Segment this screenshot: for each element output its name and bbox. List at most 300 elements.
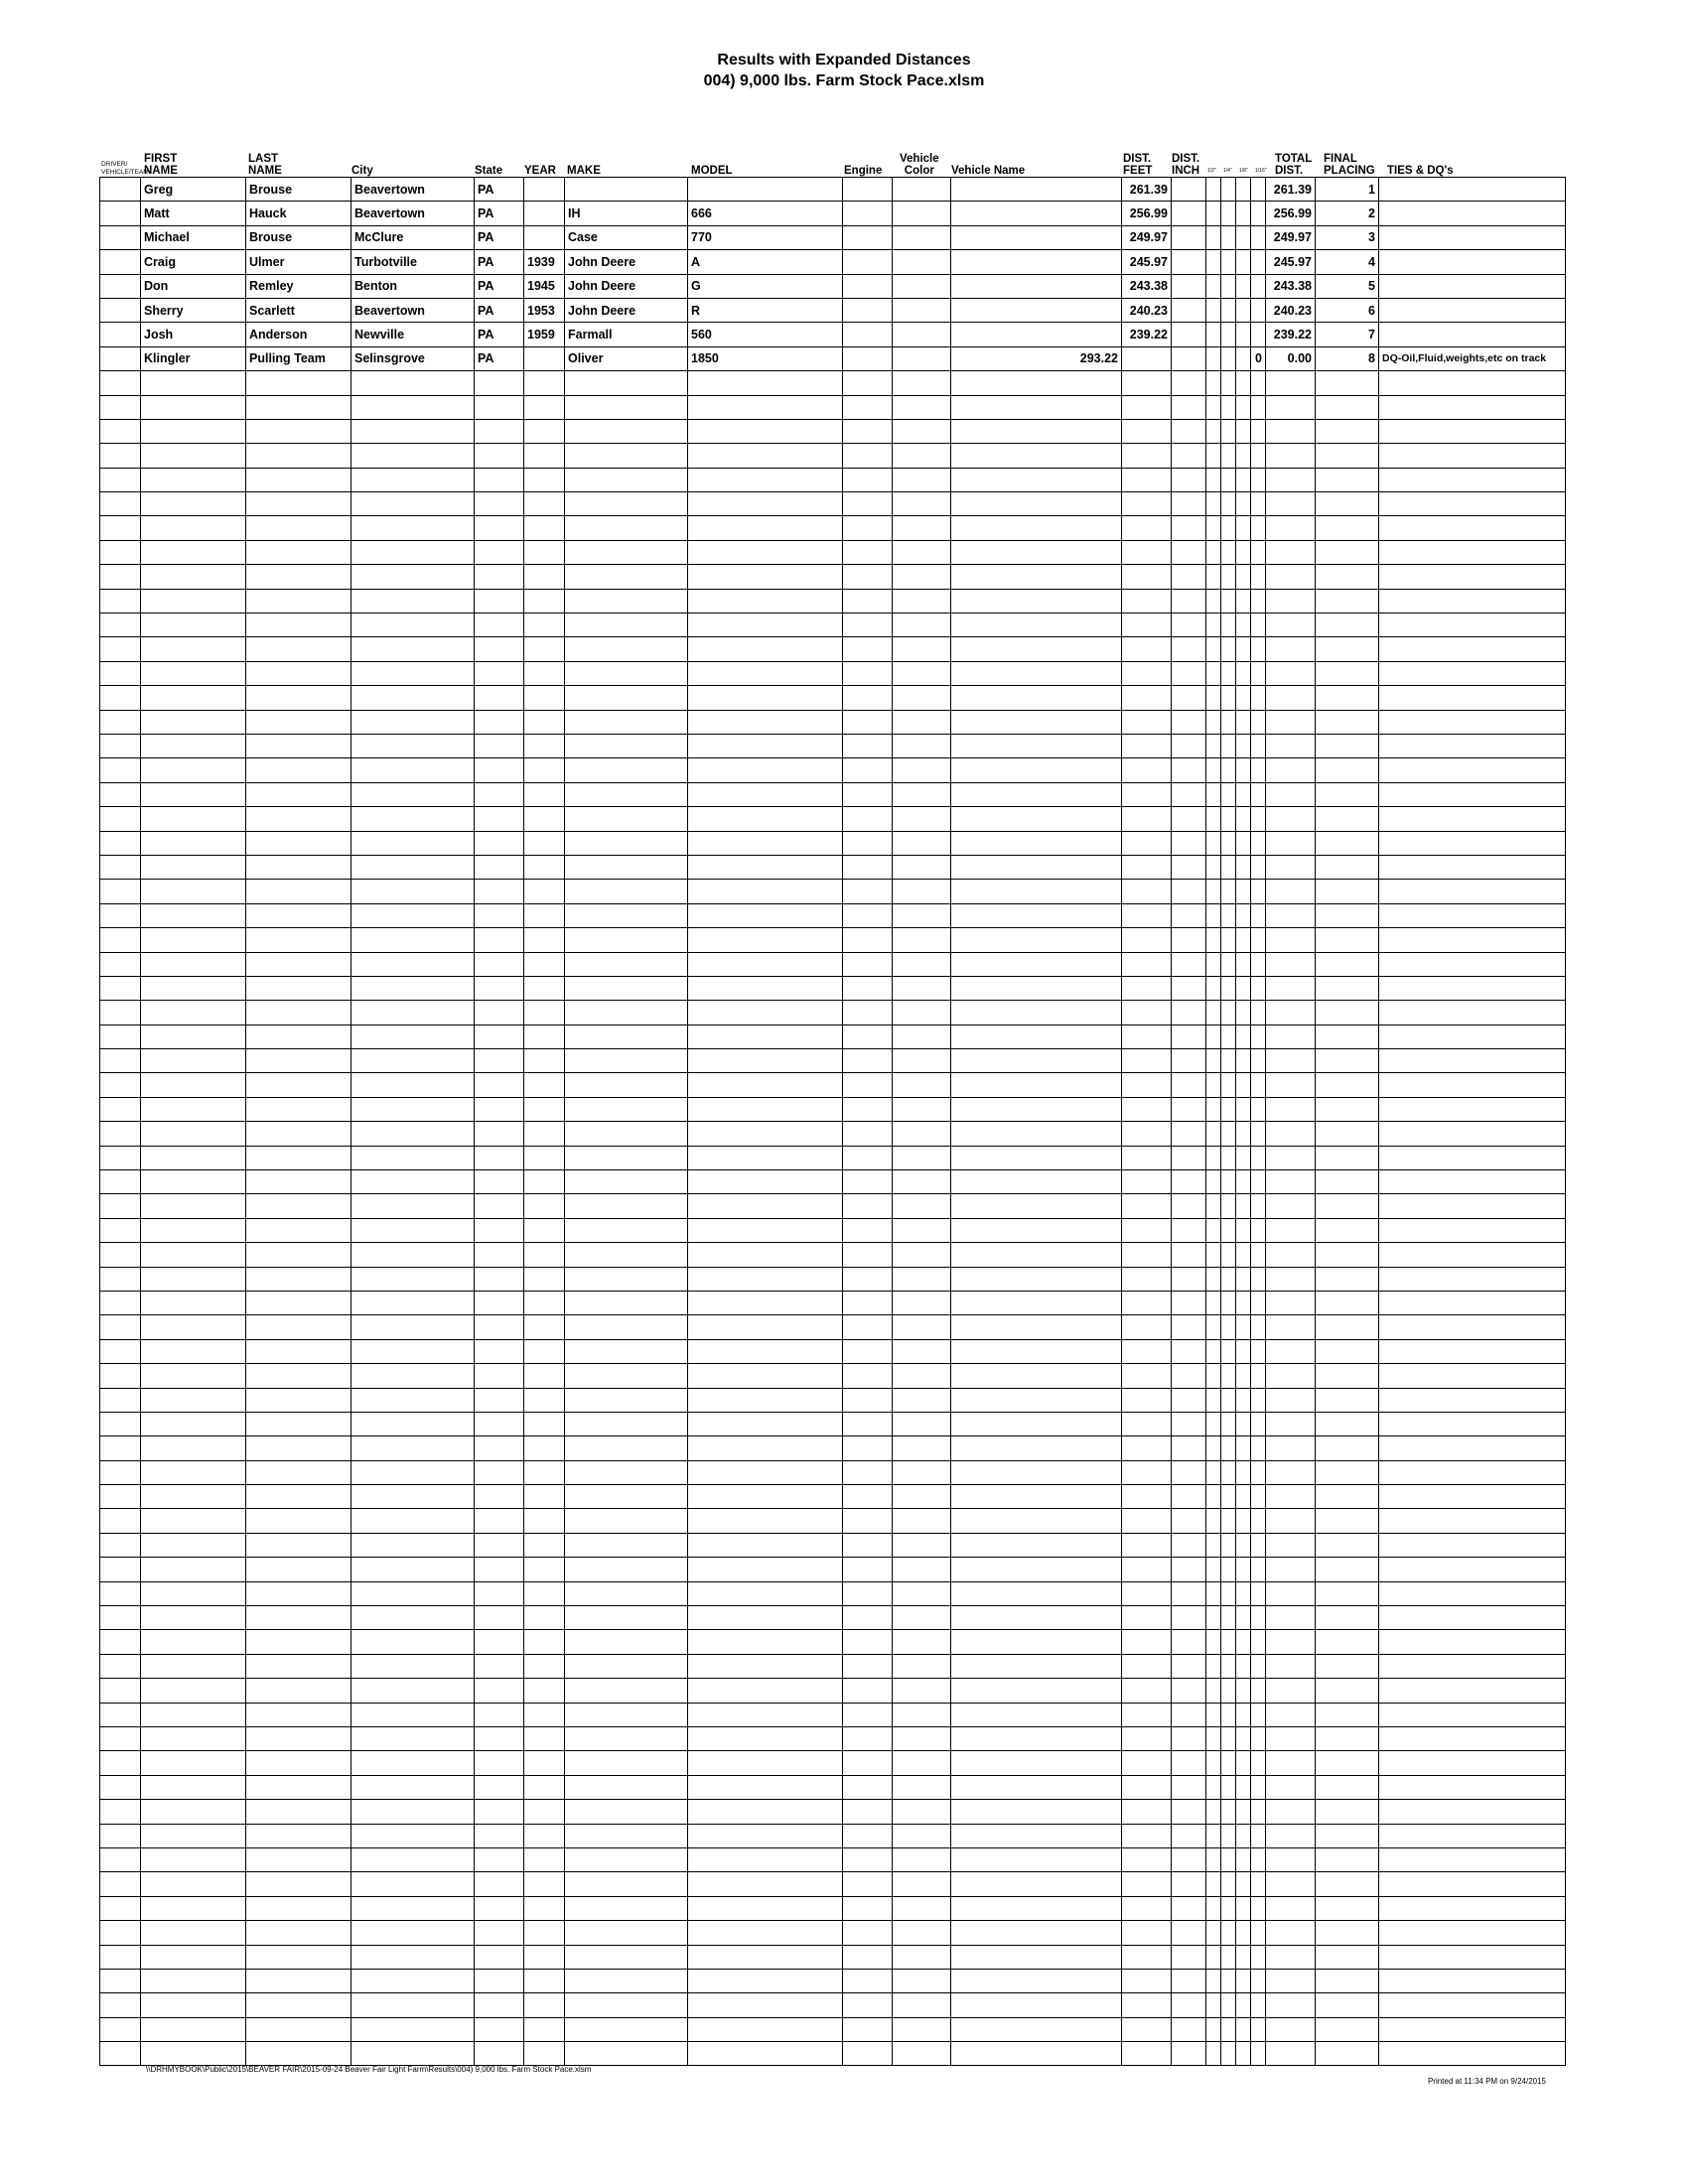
table-row [100,1533,1566,1557]
cell-empty [893,1364,951,1388]
cell-feet [1122,1218,1172,1242]
cell-make [565,758,688,782]
cell-feet [1122,1993,1172,2017]
cell-empty [1172,1243,1206,1267]
cell-empty [1206,346,1221,370]
cell-empty [1172,2042,1206,2066]
table-row [100,540,1566,564]
cell-f4 [1251,1509,1266,1533]
cell-city [352,686,475,710]
cell-placing: 2 [1316,202,1379,225]
cell-empty [100,1533,141,1557]
cell-state [475,1630,524,1654]
cell-empty [1206,976,1221,1000]
cell-make [565,1170,688,1194]
table-row [100,661,1566,685]
cell-empty [893,1412,951,1435]
cell-f4 [1251,565,1266,589]
cell-make [565,2017,688,2041]
table-row [100,1775,1566,1799]
cell-empty [1221,274,1236,298]
cell-make [565,1896,688,1920]
cell-empty [100,274,141,298]
cell-ties [1379,1388,1566,1412]
cell-placing [1316,952,1379,976]
cell-state [475,637,524,661]
cell-empty [100,468,141,491]
cell-state [475,1679,524,1703]
cell-last [246,589,352,613]
cell-empty [1172,1847,1206,1871]
cell-ties [1379,1921,1566,1945]
cell-empty [1206,1194,1221,1218]
cell-placing [1316,1727,1379,1751]
cell-empty [100,1194,141,1218]
cell-empty [1206,1993,1221,2017]
cell-placing [1316,1146,1379,1169]
cell-last [246,807,352,831]
cell-make [565,1993,688,2017]
cell-empty [1236,1775,1251,1799]
cell-empty [893,1606,951,1630]
cell-empty [843,1218,893,1242]
cell-empty [893,903,951,927]
cell-make [565,1558,688,1581]
cell-feet [1122,1001,1172,1024]
cell-model [688,468,843,491]
cell-empty [843,1267,893,1291]
cell-empty [1221,1800,1236,1824]
cell-empty [843,1388,893,1412]
cell-feet [1122,1558,1172,1581]
table-row [100,444,1566,468]
cell-ties [1379,1024,1566,1048]
cell-empty [1206,225,1221,249]
cell-year [524,1606,565,1630]
cell-first [141,1243,246,1267]
cell-empty [1172,1533,1206,1557]
cell-ties [1379,565,1566,589]
cell-last [246,1218,352,1242]
cell-empty [1221,1001,1236,1024]
cell-empty [1221,1896,1236,1920]
cell-first [141,807,246,831]
cell-vehicle-name [951,2042,1122,2066]
cell-empty [1221,589,1236,613]
cell-empty [100,637,141,661]
cell-f4 [1251,1460,1266,1484]
cell-placing [1316,1581,1379,1605]
cell-ties [1379,1775,1566,1799]
cell-first [141,1775,246,1799]
cell-empty [893,1993,951,2017]
cell-empty [1236,1581,1251,1605]
cell-feet [1122,831,1172,855]
cell-empty [100,1558,141,1581]
cell-empty [1206,1315,1221,1339]
cell-make [565,395,688,419]
table-row [100,1630,1566,1654]
cell-vehicle-name [951,565,1122,589]
cell-empty [893,1703,951,1726]
cell-empty [100,1824,141,1847]
cell-empty [1221,1194,1236,1218]
table-row [100,1170,1566,1194]
cell-vehicle-name [951,1339,1122,1363]
cell-state [475,1485,524,1509]
cell-city [352,1170,475,1194]
cell-last [246,880,352,903]
cell-empty [843,1146,893,1169]
cell-empty [893,1558,951,1581]
cell-empty [100,1993,141,2017]
cell-feet [1122,1485,1172,1509]
cell-total [1266,1872,1316,1896]
cell-f4 [1251,419,1266,443]
cell-year [524,1727,565,1751]
cell-empty [1236,637,1251,661]
cell-vehicle-name [951,637,1122,661]
cell-f4 [1251,1751,1266,1775]
cell-model [688,1001,843,1024]
cell-empty [1206,758,1221,782]
cell-empty [893,1001,951,1024]
cell-empty [1221,1679,1236,1703]
cell-year [524,1969,565,1992]
cell-empty [1206,516,1221,540]
cell-feet [1122,1533,1172,1557]
cell-last [246,1581,352,1605]
cell-empty [100,1727,141,1751]
cell-state [475,734,524,757]
cell-empty [1236,1194,1251,1218]
file-path: \\DRHMYBOOK\Public\2015\BEAVER FAIR\2015-09-24 Beaver Fair Light Farm\Results\004) 9,000 lbs. Farm Stock Pace.xlsm [146,2065,592,2074]
cell-ties [1379,1969,1566,1992]
cell-empty [1206,1824,1221,1847]
cell-f4 [1251,395,1266,419]
cell-empty [843,1001,893,1024]
cell-make [565,1194,688,1218]
cell-empty [1172,637,1206,661]
cell-make [565,880,688,903]
cell-model [688,928,843,952]
cell-make: John Deere [565,274,688,298]
report-title-line2: 004) 9,000 lbs. Farm Stock Pace.xlsm [703,72,985,89]
cell-first [141,1388,246,1412]
cell-empty [843,202,893,225]
cell-state [475,710,524,734]
cell-state [475,1775,524,1799]
cell-empty [100,1024,141,1048]
cell-empty [1236,178,1251,202]
cell-make [565,1339,688,1363]
cell-empty [100,1945,141,1969]
cell-empty [1206,928,1221,952]
cell-placing [1316,637,1379,661]
cell-empty [100,1969,141,1992]
cell-year [524,1194,565,1218]
cell-year [524,1509,565,1533]
cell-f4 [1251,1194,1266,1218]
table-row [100,1436,1566,1460]
cell-feet [1122,710,1172,734]
table-row [100,516,1566,540]
cell-city [352,1315,475,1339]
cell-first [141,661,246,685]
cell-ties [1379,1993,1566,2017]
cell-empty [893,1267,951,1291]
cell-city [352,1218,475,1242]
cell-model [688,661,843,685]
cell-f4 [1251,782,1266,806]
cell-ties [1379,1703,1566,1726]
cell-last [246,444,352,468]
cell-first: Sherry [141,298,246,322]
cell-state [475,2042,524,2066]
cell-model [688,1339,843,1363]
cell-placing [1316,468,1379,491]
table-row [100,1049,1566,1073]
cell-f4 [1251,250,1266,274]
cell-empty [1172,492,1206,516]
cell-ties [1379,1194,1566,1218]
cell-placing [1316,1606,1379,1630]
cell-feet [1122,395,1172,419]
cell-empty [893,1630,951,1654]
cell-vehicle-name [951,1581,1122,1605]
cell-f4 [1251,1291,1266,1314]
cell-feet [1122,952,1172,976]
cell-empty [1206,371,1221,395]
cell-first [141,1146,246,1169]
cell-empty [1221,1267,1236,1291]
cell-last [246,565,352,589]
cell-year [524,1921,565,1945]
cell-first: Don [141,274,246,298]
cell-empty [893,1751,951,1775]
cell-city [352,1485,475,1509]
cell-empty [1236,1751,1251,1775]
cell-placing [1316,1558,1379,1581]
cell-year [524,1243,565,1267]
cell-year: 1939 [524,250,565,274]
cell-placing [1316,1243,1379,1267]
cell-year [524,444,565,468]
cell-empty [100,1073,141,1097]
cell-last [246,1388,352,1412]
cell-last [246,686,352,710]
cell-last [246,492,352,516]
cell-empty [1221,1993,1236,2017]
cell-ties [1379,1243,1566,1267]
cell-empty [100,782,141,806]
cell-feet [1122,1679,1172,1703]
cell-empty [1236,346,1251,370]
cell-empty [1236,1049,1251,1073]
cell-empty [1172,1727,1206,1751]
cell-empty [1221,444,1236,468]
cell-total [1266,1800,1316,1824]
cell-first [141,1436,246,1460]
cell-make [565,614,688,637]
cell-placing [1316,1751,1379,1775]
cell-state: PA [475,202,524,225]
cell-empty [1206,589,1221,613]
cell-last [246,1194,352,1218]
cell-total [1266,2042,1316,2066]
cell-total [1266,1679,1316,1703]
cell-empty [100,202,141,225]
table-row [100,1291,1566,1314]
cell-empty [1236,734,1251,757]
cell-empty [1172,710,1206,734]
cell-model [688,1993,843,2017]
cell-empty [843,1654,893,1678]
cell-empty [1172,1509,1206,1533]
cell-placing [1316,686,1379,710]
cell-empty [1221,1630,1236,1654]
cell-state [475,903,524,927]
cell-empty [893,1872,951,1896]
cell-empty [1206,1097,1221,1121]
cell-last: Brouse [246,178,352,202]
cell-empty [1172,1945,1206,1969]
table-row [100,952,1566,976]
cell-placing [1316,880,1379,903]
cell-feet [1122,1775,1172,1799]
cell-last [246,903,352,927]
cell-first [141,371,246,395]
cell-last [246,1412,352,1435]
cell-vehicle-name [951,540,1122,564]
header-state: State [475,165,503,177]
cell-feet [1122,1267,1172,1291]
cell-vehicle-name [951,1412,1122,1435]
cell-feet [1122,2017,1172,2041]
cell-placing [1316,1896,1379,1920]
cell-city [352,1727,475,1751]
cell-empty [843,1993,893,2017]
cell-vehicle-name [951,1485,1122,1509]
cell-empty [1236,1218,1251,1242]
cell-feet [1122,1243,1172,1267]
cell-first [141,1194,246,1218]
cell-model [688,1727,843,1751]
cell-year [524,1581,565,1605]
cell-placing [1316,1218,1379,1242]
cell-vehicle-name [951,758,1122,782]
cell-vehicle-name [951,1775,1122,1799]
cell-model [688,1775,843,1799]
cell-total [1266,1122,1316,1146]
cell-empty [1172,903,1206,927]
table-row [100,1122,1566,1146]
cell-vehicle-name [951,1388,1122,1412]
cell-total [1266,2017,1316,2041]
cell-empty [1206,855,1221,879]
cell-vehicle-name [951,1533,1122,1557]
cell-vehicle-name [951,1122,1122,1146]
header-city: City [352,165,373,177]
cell-empty [1236,1800,1251,1824]
cell-empty [1206,637,1221,661]
cell-f4 [1251,952,1266,976]
cell-placing [1316,1194,1379,1218]
cell-make [565,1073,688,1097]
cell-placing [1316,1122,1379,1146]
cell-state [475,1097,524,1121]
header-last-name: LAST NAME [248,153,282,177]
cell-empty [893,1073,951,1097]
cell-first [141,637,246,661]
cell-total [1266,395,1316,419]
cell-make [565,2042,688,2066]
cell-total [1266,1218,1316,1242]
cell-f4 [1251,1921,1266,1945]
cell-feet: 261.39 [1122,178,1172,202]
cell-total: 249.97 [1266,225,1316,249]
cell-empty [893,952,951,976]
cell-placing [1316,782,1379,806]
cell-empty [1172,178,1206,202]
header-final-placing: FINAL PLACING [1324,153,1375,177]
table-row [100,1509,1566,1533]
cell-empty [1172,1654,1206,1678]
cell-empty [843,1049,893,1073]
cell-empty [100,1460,141,1484]
cell-model [688,1872,843,1896]
cell-year [524,178,565,202]
cell-empty [843,1775,893,1799]
cell-city [352,2017,475,2041]
cell-empty [1172,1122,1206,1146]
cell-ties [1379,1339,1566,1363]
cell-empty [1206,1291,1221,1314]
cell-empty [1172,1267,1206,1291]
cell-empty [1206,1001,1221,1024]
cell-f4 [1251,855,1266,879]
cell-empty [843,637,893,661]
cell-empty [1206,1800,1221,1824]
table-row [100,178,1566,202]
cell-city [352,1291,475,1314]
cell-first [141,734,246,757]
table-row [100,468,1566,491]
cell-first [141,1170,246,1194]
cell-vehicle-name [951,686,1122,710]
cell-state [475,516,524,540]
cell-state [475,1921,524,1945]
cell-empty [1206,734,1221,757]
cell-year [524,1267,565,1291]
cell-f4 [1251,1630,1266,1654]
cell-make [565,1921,688,1945]
cell-empty [1172,371,1206,395]
header-frac-eighth: 1/8" [1239,168,1248,174]
cell-year [524,492,565,516]
cell-vehicle-name [951,1097,1122,1121]
cell-feet [1122,1581,1172,1605]
cell-empty [1221,1460,1236,1484]
cell-year [524,614,565,637]
cell-f4 [1251,492,1266,516]
cell-year [524,1558,565,1581]
cell-first [141,1049,246,1073]
cell-empty [1172,1339,1206,1363]
cell-total [1266,468,1316,491]
table-row [100,686,1566,710]
cell-last [246,1703,352,1726]
